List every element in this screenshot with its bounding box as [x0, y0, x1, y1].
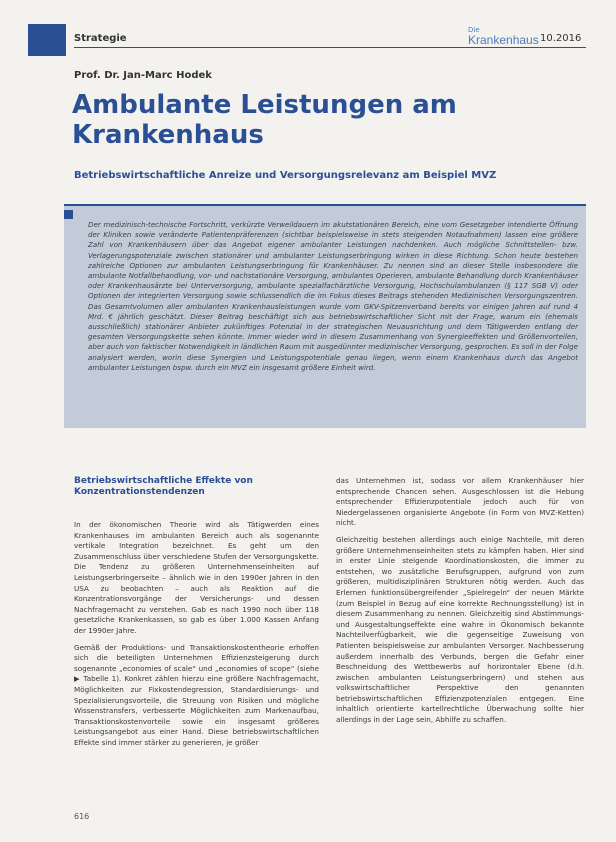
left-paragraph-2: Gemäß der Produktions- und Transaktionskostentheorie erhoffen sich die beteiligten Unternehmen Effizienzsteigerung durch sogenannte „economies of scale“ und „economies of scope“ (siehe ▶ Tabelle 1). Konkret zählen hierzu eine größere Nachfragemacht, Möglichkeiten zur Fixkostendegression, Standardisierungs- und Spezialisierungsvorteile, die Streuung von Risiken und mögliche Wissenstransfers, verbesserte Möglichkeiten zum Markenaufbau, Transaktionskostenvorteile sowie ein insgesamt größeres Leistungsangebot aus einer Hand. Diese betriebswirtschaftlichen Effekte sind immer stärker zu generieren, je größer — [74, 642, 319, 747]
left-column — [74, 520, 319, 748]
right-paragraph-2: Gleichzeitig bestehen allerdings auch einige Nachteile, mit deren größere Unternehmenseinheiten stets zu kämpfen haben. Hier sind in erster Linie steigende Koordinationskosten, die immer zu entstehen, wo zusätzliche Berufsgruppen, aufgrund von zum größeren, multidisziplinären Strukturen nötig werden. Auch das Erlernen funktionsübergreifender „Spielregeln“ der neuen Märkte (zum Beispiel in Bezug auf eine korrekte Rechnungsstellung) ist in diesem Zusammenhang zu nennen. Gleichzeitig sind Abstimmungs- und Ausgestaltungseffekte eine wahre in Ökonomisch bekannte Nachteilverfügbarkeit, wie die gegenseitige Zuweisung von Patienten beispielsweise zur ambulanten Versorger. Nachbesserung außerdem innerhalb des Verbunds, bergen die Gefahr einer Beschneidung des Wettbewerbs auf horizontaler Ebene (d.h. zwischen ambulanten Leistungserbringern) und stehen aus volkswirtschaftlicher Perspektive den genannten betriebswirtschaftlichen Effizienzpotenzialen entgegen. Eine inhaltlich orientierte kartellrechtliche Überwachung sollte hier allerdings in der Lage sein, Abhilfe zu schaffen. — [336, 534, 584, 725]
issue-date: 10.2016 — [540, 33, 582, 44]
brand-small-text: Die — [468, 26, 480, 34]
brand-main-text: Krankenhaus — [468, 33, 539, 47]
abstract-text: Der medizinisch-technische Fortschritt, verkürzte Verweildauern im akutstationären Bereich, eine vom Gesetzgeber intendierte Öffnung der Kliniken sowie veränderte Patientenpräferenzen (sichtbar beispielsweise in stets steigenden Notaufnahmen) lassen eine größere Zahl von Krankenhäusern über das Angebot eigener ambulanter Leistungen nachdenken. Auch mögliche Schnittstellen- bzw. Verlagerungspotenziale zwischen stationärer und ambulanter Leistungserbringung wirken in diese Richtung. Schon heute bestehen zahlreiche Optionen zur ambulanten Leistungserbringung für Krankenhäuser. Zu nennen sind an dieser Stelle insbesondere die ambulante Notfallbehandlung, vor- und nachstationäre Versorgung, ambulantes Operieren, ambulante Behandlung durch Krankenhäuser oder Krankenhausärzte bei Unterversorgung, ambulante spezialfachärztliche Versorgung, Hochschulambulanzen (§ 117 SGB V) oder Optionen der integrierten Versorgung sowie schlussendlich die im Fokus dieses Beitrags stehenden Medizinischen Versorgungszentren. Das Gesamtvolumen aller ambulanten Krankenhausleistungen wurde vom GKV-Spitzenverband bereits vor einigen Jahren auf rund 4 Mrd. € jährlich geschätzt. Dieser Beitrag beschäftigt sich aus betriebswirtschaftlicher Sicht mit der Frage, warum ein (ehemals ausschließlich) stationärer Anbieter zukünftiges Potenzial in der strategischen Neuausrichtung und dem Tätigwerden entlang der gesamten Versorgungskette sehen könnte. Immer wieder wird in diesem Zusammenhang von Synergieeffekten und Größenvorteilen, aber auch von faktischer Notwendigkeit in ländlichen Raum mit ausgedünnter medizinischer Versorgung, gesprochen. Es soll in der Folge analysiert werden, worin diese Synergien und Leistungspotentiale genau liegen, wenn einem Krankenhaus durch das Angebot ambulanter Leistungen bspw. durch ein MVZ ein insgesamt größere Einheit wird. — [88, 220, 578, 372]
abstract-box — [64, 204, 586, 428]
article-subtitle: Betriebswirtschaftliche Anreize und Versorgungsrelevanz am Beispiel MVZ — [74, 170, 497, 181]
brand-logo — [468, 26, 538, 47]
section-color-bar — [28, 24, 66, 56]
header-rule — [74, 47, 586, 48]
section-heading: Betriebswirtschaftliche Effekte von Konzentrationstendenzen — [74, 476, 253, 497]
right-paragraph-1: das Unternehmen ist, sodass vor allem Krankenhäuser hier entsprechende Chancen sehen. Ausgeschlossen ist die Hebung entsprechender Effizienzpotentiale jedoch auch für von Niedergelassenen organisierte Angebote (in Form von MVZ-Ketten) nicht. — [336, 476, 584, 528]
right-column — [336, 476, 584, 726]
section-label: Strategie — [74, 33, 127, 44]
abstract-marker — [64, 210, 73, 219]
left-paragraph-1: In der ökonomischen Theorie wird als Tätigwerden eines Krankenhauses im ambulanten Bereich auch als sogenannte vertikale Integration bezeichnet. Es geht um den Zusammenschluss über verschiedene Stufen der Versorgungskette. Die Tendenz zu größeren Unternehmenseinheiten auf Leistungserbringerseite – ähnlich wie in den 1990er Jahren in den USA zu beobachten – auch als Reaktion auf die Konzentrationsvorgänge der Versicherungs- und dessen Nachfragemacht zu verstehen. Gab es nach 1990 noch über 118 gesetzliche Krankenkassen, so gab es über 1.000 Kassen Anfang der 1990er Jahre. — [74, 520, 319, 635]
article-title: Ambulante Leistungen am Krankenhaus — [72, 90, 457, 150]
page-number: 616 — [74, 812, 90, 821]
article-author: Prof. Dr. Jan-Marc Hodek — [74, 70, 212, 81]
